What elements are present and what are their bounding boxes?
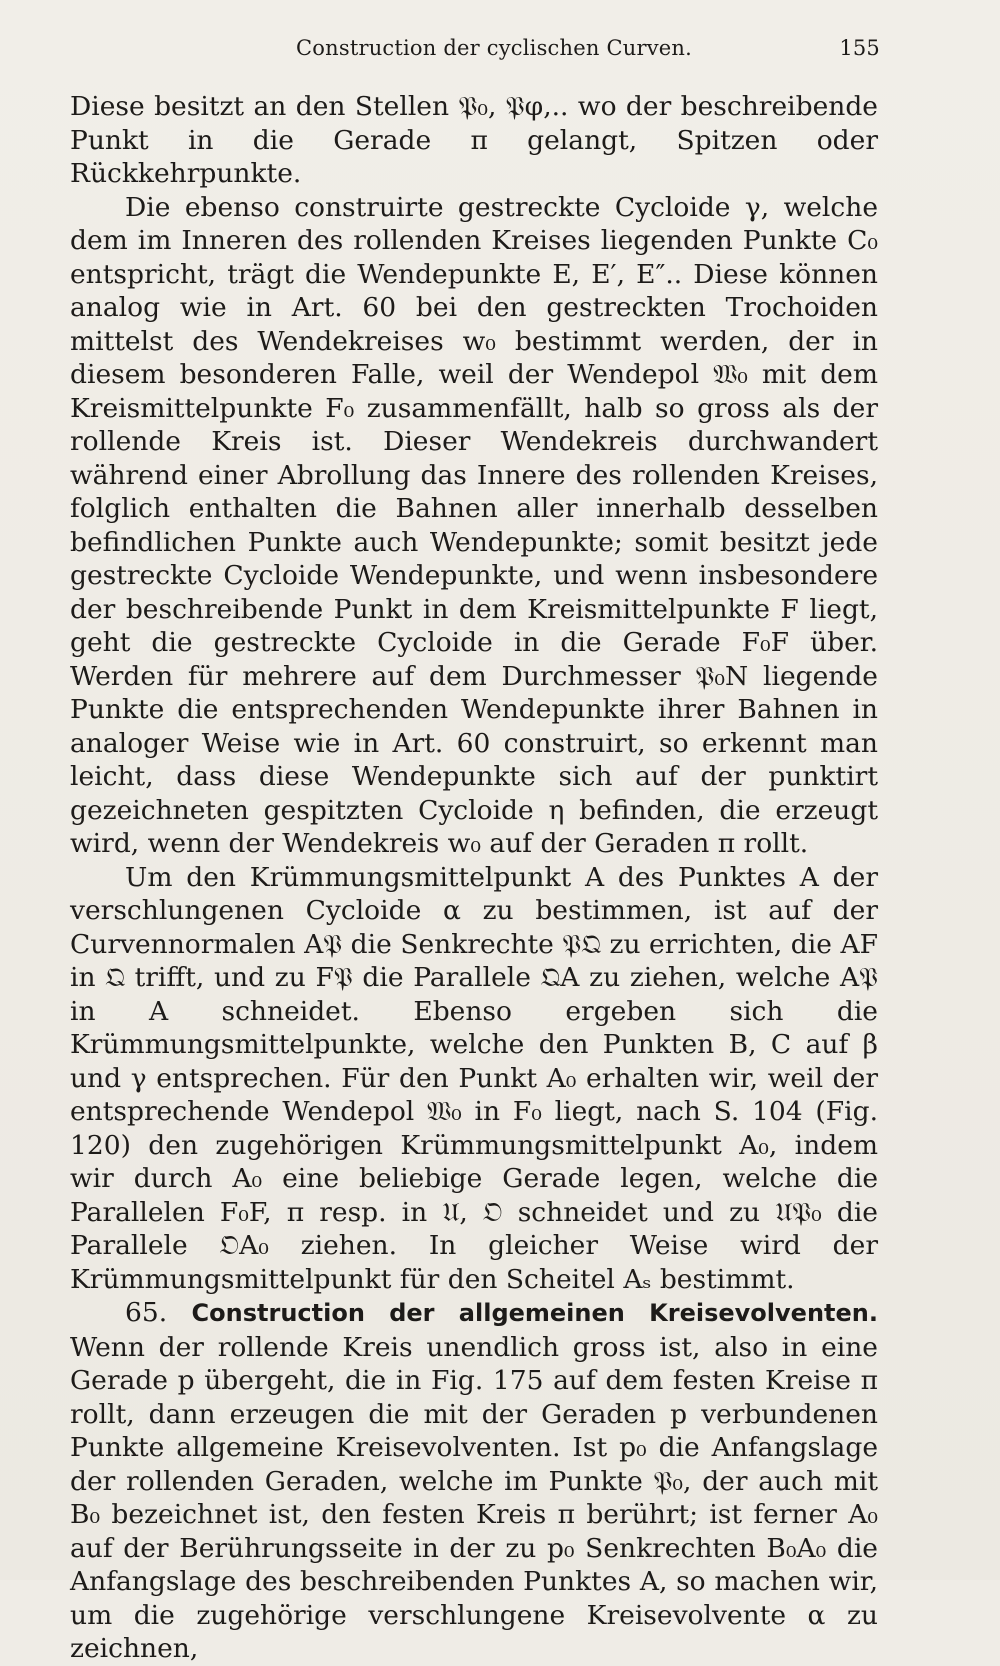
paragraph-4	[70, 1296, 878, 1666]
running-head	[78, 36, 880, 70]
body-text	[70, 90, 878, 1666]
section-title: Construction der allgemeinen Kreisevolventen.	[191, 1299, 878, 1327]
running-head-title: Construction der cyclischen Curven.	[296, 36, 692, 60]
paragraph-3: Um den Krümmungsmittelpunkt A des Punktes A der verschlungenen Cycloide α zu bestimmen, ist auf der Curvennormalen A𝔓 die Senkrechte 𝔓𝔔 zu errichten, die AF in 𝔔 trifft, und zu F𝔓 die Parallele 𝔔A zu ziehen, welche A𝔓 in A schneidet. Ebenso ergeben sich die Krümmungsmittelpunkte, welche den Punkten B, C auf β und γ entsprechen. Für den Punkt A₀ erhalten wir, weil der entsprechende Wendepol 𝔚₀ in F₀ liegt, nach S. 104 (Fig. 120) den zugehörigen Krümmungsmittelpunkt A₀, indem wir durch A₀ eine beliebige Gerade legen, welche die Parallelen F₀F, π resp. in 𝔘, 𝔒 schneidet und zu 𝔘𝔓₀ die Parallele 𝔒A₀ ziehen. In gleicher Weise wird der Krümmungsmittelpunkt für den Scheitel Aₛ bestimmt.	[70, 861, 878, 1295]
paragraph-2: Die ebenso construirte gestreckte Cycloide γ, welche dem im Inneren des rollenden Kreises liegenden Punkte C₀ entspricht, trägt die Wendepunkte E, E′, E″.. Diese können analog wie in Art. 60 bei den gestreckten Trochoiden mittelst des Wendekreises w₀ bestimmt werden, der in diesem besonderen Falle, weil der Wendepol 𝔚₀ mit dem Kreismittelpunkte F₀ zusammenfällt, halb so gross als der rollende Kreis ist. Dieser Wendekreis durchwandert während einer Abrollung das Innere des rollenden Kreises, folglich enthalten die Bahnen aller innerhalb desselben befindlichen Punkte auch Wendepunkte; somit besitzt jede gestreckte Cycloide Wendepunkte, und wenn insbesondere der beschreibende Punkt in dem Kreismittelpunkte F liegt, geht die gestreckte Cycloide in die Gerade F₀F über. Werden für mehrere auf dem Durchmesser 𝔓₀N liegende Punkte die entsprechenden Wendepunkte ihrer Bahnen in analoger Weise wie in Art. 60 construirt, so erkennt man leicht, dass diese Wendepunkte sich auf der punktirt gezeichneten gespitzten Cycloide η befinden, die erzeugt wird, wenn der Wendekreis w₀ auf der Geraden π rollt.	[70, 191, 878, 859]
page-number: 155	[839, 36, 880, 60]
section-text: Wenn der rollende Kreis unendlich gross ist, also in eine Gerade p übergeht, die in Fig. 175 auf dem festen Kreise π rollt, dann erzeugen die mit der Geraden p verbundenen Punkte allgemeine Kreisevolventen. Ist p₀ die Anfangslage der rollenden Geraden, welche im Punkte 𝔓₀, der auch mit B₀ bezeichnet ist, den festen Kreis π berührt; ist ferner A₀ auf der Berührungsseite in der zu p₀ Senkrechten B₀A₀ die Anfangslage des beschreibenden Punktes A, so machen wir, um die zugehörige verschlungene Kreisevolvente α zu zeichnen,	[70, 1331, 878, 1664]
section-number: 65.	[125, 1297, 168, 1328]
paragraph-1: Diese besitzt an den Stellen 𝔓₀, 𝔓φ,.. wo der beschreibende Punkt in die Gerade π gelangt, Spitzen oder Rückkehrpunkte.	[70, 91, 878, 189]
